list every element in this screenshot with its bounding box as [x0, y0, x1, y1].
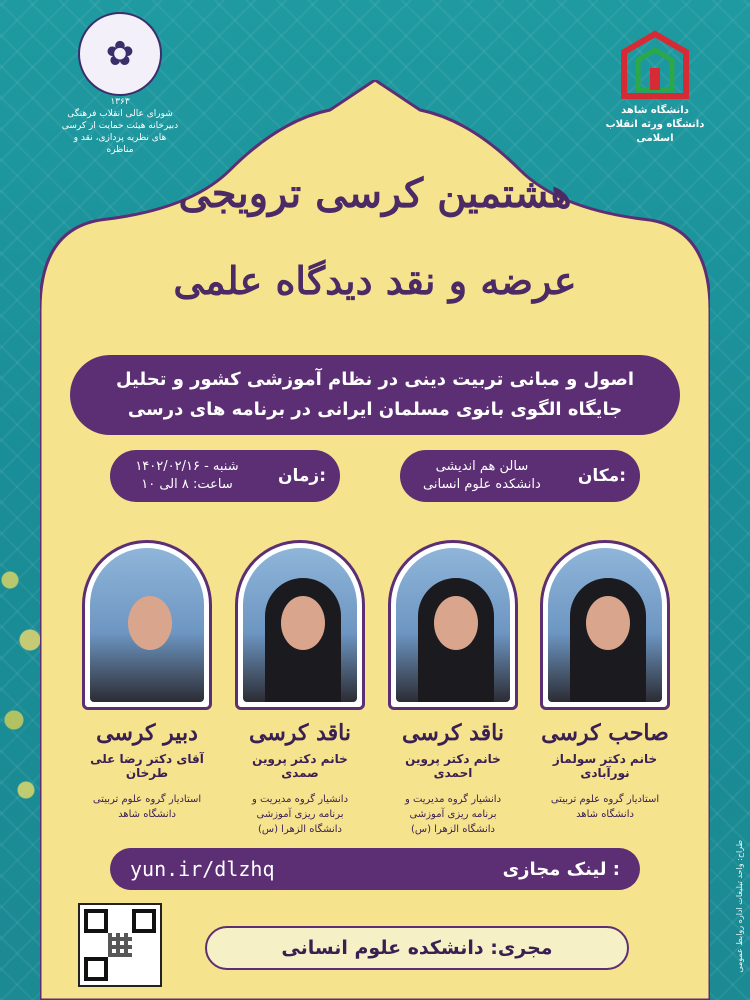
topic-line-2: جایگاه الگوی بانوی مسلمان ایرانی در برنامه های درسی [127, 399, 623, 420]
council-name: شورای عالی انقلاب فرهنگی [67, 109, 173, 119]
time-line-2: ساعت: ۸ الی ۱۰ [141, 477, 233, 492]
speaker-card [388, 540, 518, 837]
speaker-card [540, 540, 670, 822]
speaker-photo [90, 548, 204, 702]
qr-corner [84, 909, 108, 933]
speaker-name: خانم دکتر سولماز نورآبادی [552, 752, 658, 780]
event-subtitle: عرضه و نقد دیدگاه علمی [173, 258, 577, 303]
place-line-2: دانشکده علوم انسانی [423, 477, 541, 492]
speaker-photo-frame [82, 540, 212, 710]
speaker-role: دبیر کرسی [96, 720, 198, 746]
university-logo [600, 30, 710, 146]
speaker-role: ناقد کرسی [249, 720, 351, 746]
speaker-affiliation [540, 792, 670, 822]
council-year: ۱۳۶۳ [110, 97, 130, 107]
affiliation-line: برنامه ریزی آموزشی [256, 809, 344, 820]
qr-pattern [108, 933, 132, 957]
affiliation-line: برنامه ریزی آموزشی [409, 809, 497, 820]
affiliation-line: دانشگاه الزهرا (س) [257, 824, 343, 835]
executor-label: مجری: دانشکده علوم انسانی [205, 926, 629, 970]
speaker-card [235, 540, 365, 837]
university-name: دانشگاه شاهد [621, 105, 689, 116]
affiliation-line: دانشگاه الزهرا (س) [410, 824, 496, 835]
topic-line-1: اصول و مبانی تربیت دینی در نظام آموزشی کشور و تحلیل [115, 369, 635, 390]
speaker-photo [243, 548, 357, 702]
council-emblem-icon: ✿ [78, 12, 162, 96]
affiliation-line: دانشگاه شاهد [576, 809, 634, 820]
affiliation-line: استادیار گروه علوم تربیتی [92, 794, 202, 805]
affiliation-line: دانشیار گروه مدیریت و [251, 794, 349, 805]
speaker-name: آقای دکتر رضا علی طرخان [90, 752, 204, 780]
university-subtitle: دانشگاه ورثه انقلاب اسلامی [605, 119, 705, 144]
speaker-affiliation [388, 792, 518, 837]
speaker-photo-frame [388, 540, 518, 710]
time-box [110, 450, 340, 502]
place-box [400, 450, 640, 502]
speaker-photo [548, 548, 662, 702]
speaker-affiliation [235, 792, 365, 837]
event-title: هشتمین کرسی ترویجی [178, 170, 572, 217]
place-value [400, 458, 564, 494]
place-label: مکان: [577, 466, 626, 486]
qr-corner [84, 957, 108, 981]
time-label: زمان: [277, 466, 326, 486]
qr-corner [132, 909, 156, 933]
affiliation-line: استادیار گروه علوم تربیتی [550, 794, 660, 805]
affiliation-line: دانشگاه شاهد [118, 809, 176, 820]
speaker-photo-frame [540, 540, 670, 710]
speaker-affiliation [82, 792, 212, 822]
speaker-name: خانم دکتر پروین صمدی [252, 752, 348, 780]
place-line-1: سالن هم اندیشی [435, 459, 529, 474]
virtual-link[interactable]: yun.ir/dlzhq [130, 857, 275, 881]
topic-banner [70, 355, 680, 435]
time-value [110, 458, 264, 494]
virtual-link-bar [110, 848, 640, 890]
council-secretariat: دبیرخانه هیئت حمایت از کرسی های نظریه پردازی، نقد و مناظره [61, 121, 179, 155]
speaker-role: ناقد کرسی [402, 720, 504, 746]
speaker-photo-frame [235, 540, 365, 710]
speaker-role: صاحب کرسی [541, 720, 669, 746]
speaker-photo [396, 548, 510, 702]
virtual-link-label: لینک مجازی : [502, 858, 620, 880]
council-logo [60, 12, 180, 156]
qr-code[interactable] [78, 903, 162, 987]
time-line-1: شنبه - ۱۴۰۲/۰۲/۱۶ [135, 459, 239, 474]
speaker-card [82, 540, 212, 822]
affiliation-line: دانشیار گروه مدیریت و [404, 794, 502, 805]
shahed-emblem-icon [620, 30, 690, 100]
designer-credit: طراح: واحد تبلیغات اداره روابط عمومی [735, 840, 744, 973]
speaker-name: خانم دکتر پروین احمدی [405, 752, 501, 780]
